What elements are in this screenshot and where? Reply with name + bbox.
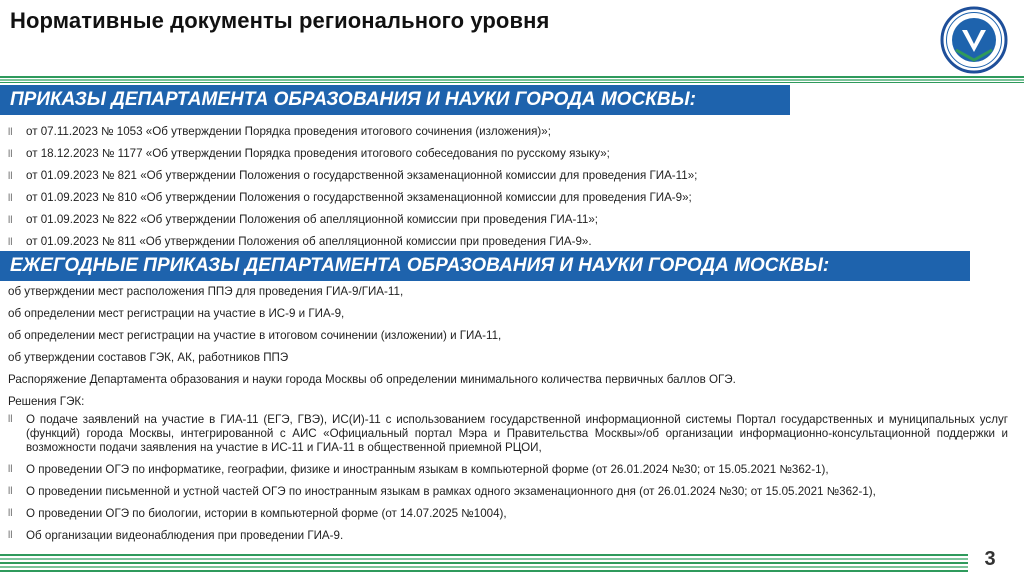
bullet-icon: ll <box>8 530 13 541</box>
list-item: ll от 07.11.2023 № 1053 «Об утверждении Порядка проведения итогового сочинения (изложения)»; <box>8 125 551 138</box>
page-number: 3 <box>984 548 996 570</box>
section1-heading: ПРИКАЗЫ ДЕПАРТАМЕНТА ОБРАЗОВАНИЯ И НАУКИ ГОРОДА МОСКВЫ: <box>0 85 790 115</box>
bullet-icon: ll <box>8 464 13 475</box>
list-item: ll от 18.12.2023 № 1177 «Об утверждении Порядка проведения итогового собеседования по русскому языку»; <box>8 147 610 160</box>
bullet-icon: ll <box>8 149 13 160</box>
paragraph: об утверждении составов ГЭК, АК, работников ППЭ <box>8 351 289 364</box>
paragraph: Распоряжение Департамента образования и науки города Москвы об определении минимального количества первичных баллов ОГЭ. <box>8 373 736 386</box>
list-item: ll от 01.09.2023 № 811 «Об утверждении Положения об апелляционной комиссии при проведения ГИА-9». <box>8 235 592 248</box>
list-item: ll от 01.09.2023 № 821 «Об утверждении Положения о государственной экзаменационной комиссии для проведения ГИА-11»; <box>8 169 698 182</box>
list-item: ll от 01.09.2023 № 810 «Об утверждении Положения о государственной экзаменационной комиссии для проведения ГИА-9»; <box>8 191 692 204</box>
annual-orders-list <box>8 285 1008 551</box>
orders-list <box>8 125 1008 257</box>
bullet-icon: ll <box>8 127 13 138</box>
bullet-icon: ll <box>8 215 13 226</box>
list-item: ll О подаче заявлений на участие в ГИА-11 (ЕГЭ, ГВЭ), ИС(И)-11 с использованием государственной информационной системы Портал государственных и муниципальных услуг (функций) города Москвы, интегрированной с АИС «Официальный портал Мэра и Правительства Москвы»/об организации информационно-консультационной поддержки и возможности подачи заявления на участие в ИС-11 и ГИА-11 в общественной приемной РЦОИ, <box>8 413 1008 454</box>
section2-heading: ЕЖЕГОДНЫЕ ПРИКАЗЫ ДЕПАРТАМЕНТА ОБРАЗОВАНИЯ И НАУКИ ГОРОДА МОСКВЫ: <box>0 251 970 281</box>
bullet-icon: ll <box>8 193 13 204</box>
paragraph: об утверждении мест расположения ППЭ для проведения ГИА-9/ГИА-11, <box>8 285 404 298</box>
list-item: ll от 01.09.2023 № 822 «Об утверждении Положения об апелляционной комиссии при проведения ГИА-11»; <box>8 213 599 226</box>
paragraph: об определении мест регистрации на участие в итоговом сочинении (изложении) и ГИА-11, <box>8 329 502 342</box>
list-item: ll О проведении письменной и устной частей ОГЭ по иностранным языкам в рамках одного экзаменационного дня (от 26.01.2024 №30; от 15.05.2021 №362-1), <box>8 485 1008 507</box>
school-logo <box>934 6 1014 74</box>
list-item: ll Об организации видеонаблюдения при проведении ГИА-9. <box>8 529 1008 551</box>
bullet-icon: ll <box>8 171 13 182</box>
bullet-icon: ll <box>8 414 13 425</box>
bullet-icon: ll <box>8 508 13 519</box>
page-title: Нормативные документы регионального уровня <box>10 8 550 33</box>
list-item: ll О проведении ОГЭ по информатике, географии, физике и иностранным языкам в компьютерной форме (от 26.01.2024 №30; от 15.05.2021 №362-1), <box>8 463 1008 485</box>
footer-divider <box>0 552 968 574</box>
paragraph: об определении мест регистрации на участие в ИС-9 и ГИА-9, <box>8 307 345 320</box>
list-item: ll О проведении ОГЭ по биологии, истории в компьютерной форме (от 14.07.2025 №1004), <box>8 507 1008 529</box>
paragraph-gek-heading: Решения ГЭК: <box>8 395 85 408</box>
header-divider <box>0 76 1024 83</box>
bullet-icon: ll <box>8 237 13 248</box>
bullet-icon: ll <box>8 486 13 497</box>
